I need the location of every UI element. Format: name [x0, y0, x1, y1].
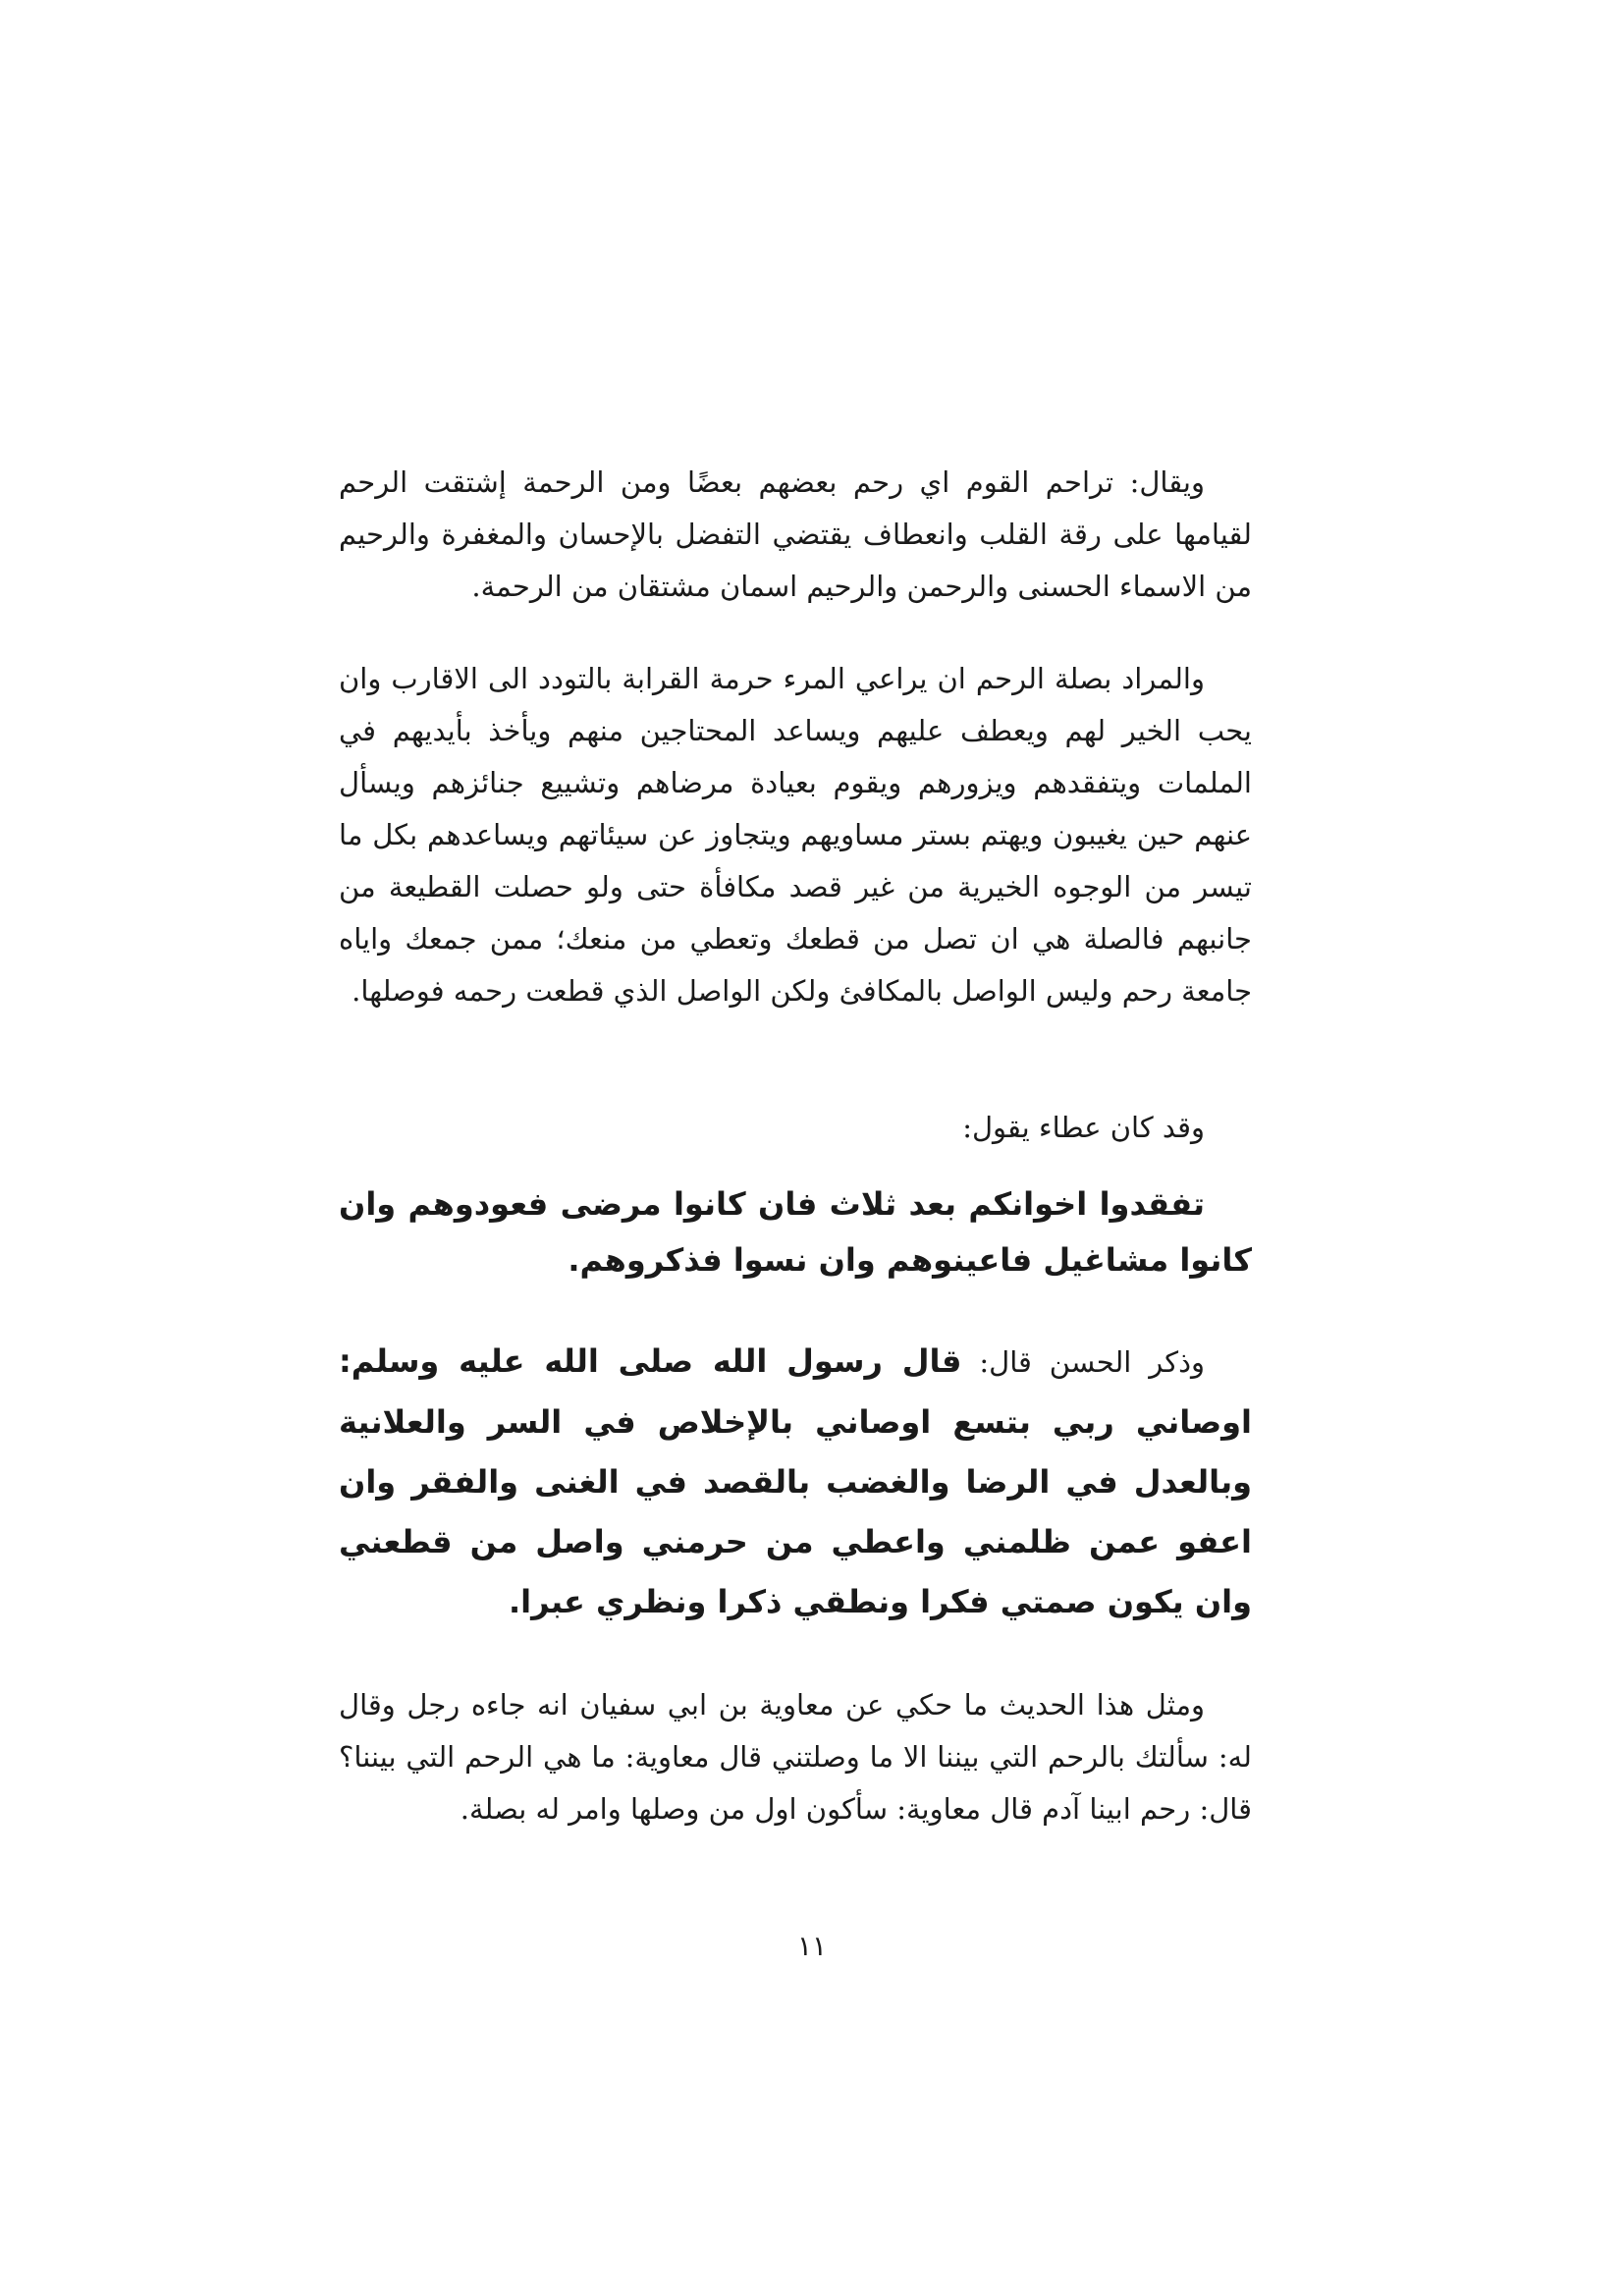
paragraph-rahm-definition: ويقال: تراحم القوم اي رحم بعضهم بعضًا ومن الرحمة إشتقت الرحم لقيامها على رقة القلب وانعطاف يقتضي التفضل بالإحسان والمغفرة والرحيم من الاسماء الحسنى والرحمن والرحيم اسمان مشتقان من الرحمة.: [339, 465, 1252, 603]
paragraph-hadith: [339, 1332, 1252, 1632]
paragraph-silat-al-rahm: والمراد بصلة الرحم ان يراعي المرء حرمة القرابة بالتودد الى الاقارب وان يحب الخير لهم ويعطف عليهم ويساعد المحتاجين منهم ويأخذ بأيديهم في الملمات ويتفقدهم ويزورهم ويقوم بعيادة مرضاهم وتشييع جنائزهم ويسأل عنهم حين يغيبون ويهتم بستر مساويهم ويتجاوز عن سيئاتهم ويساعدهم بكل ما تيسر من الوجوه الخيرية من غير قصد مكافأة حتى ولو حصلت القطيعة من جانبهم فالصلة هي ان تصل من قطعك وتعطي من منعك؛ ممن جمعك واياه جامعة رحم وليس الواصل بالمكافئ ولكن الواصل الذي قطعت رحمه فوصلها.: [339, 662, 1252, 1008]
page-number: ١١: [796, 1930, 828, 1962]
paragraph-muawiya: ومثل هذا الحديث ما حكي عن معاوية بن ابي سفيان انه جاءه رجل وقال له: سألتك بالرحم التي بيننا الا ما وصلتني قال معاوية: ما هي الرحم التي بيننا؟ قال: رحم ابينا آدم قال معاوية: سأكون اول من وصلها وامر له بصلة.: [339, 1688, 1252, 1826]
paragraph-ata-intro: وقد كان عطاء يقول:: [962, 1111, 1205, 1144]
hadith-lead-text: وذكر الحسن قال:: [961, 1345, 1205, 1379]
hadith-bold-text: قال رسول الله صلى الله عليه وسلم: اوصاني ربي بتسع اوصاني بالإخلاص في السر والعلانية وبالعدل في الرضا والغضب بالقصد في الغنى والفقر وان اعفو عمن ظلمني واعطي من حرمني واصل من قطعني وان يكون صمتي فكرا ونطقي ذكرا ونظري عبرا.: [339, 1342, 1252, 1620]
paragraph-ata-quote: تفقدوا اخوانكم بعد ثلاث فان كانوا مرضى فعودوهم وان كانوا مشاغيل فاعينوهم وان نسوا فذكروهم.: [339, 1185, 1252, 1279]
